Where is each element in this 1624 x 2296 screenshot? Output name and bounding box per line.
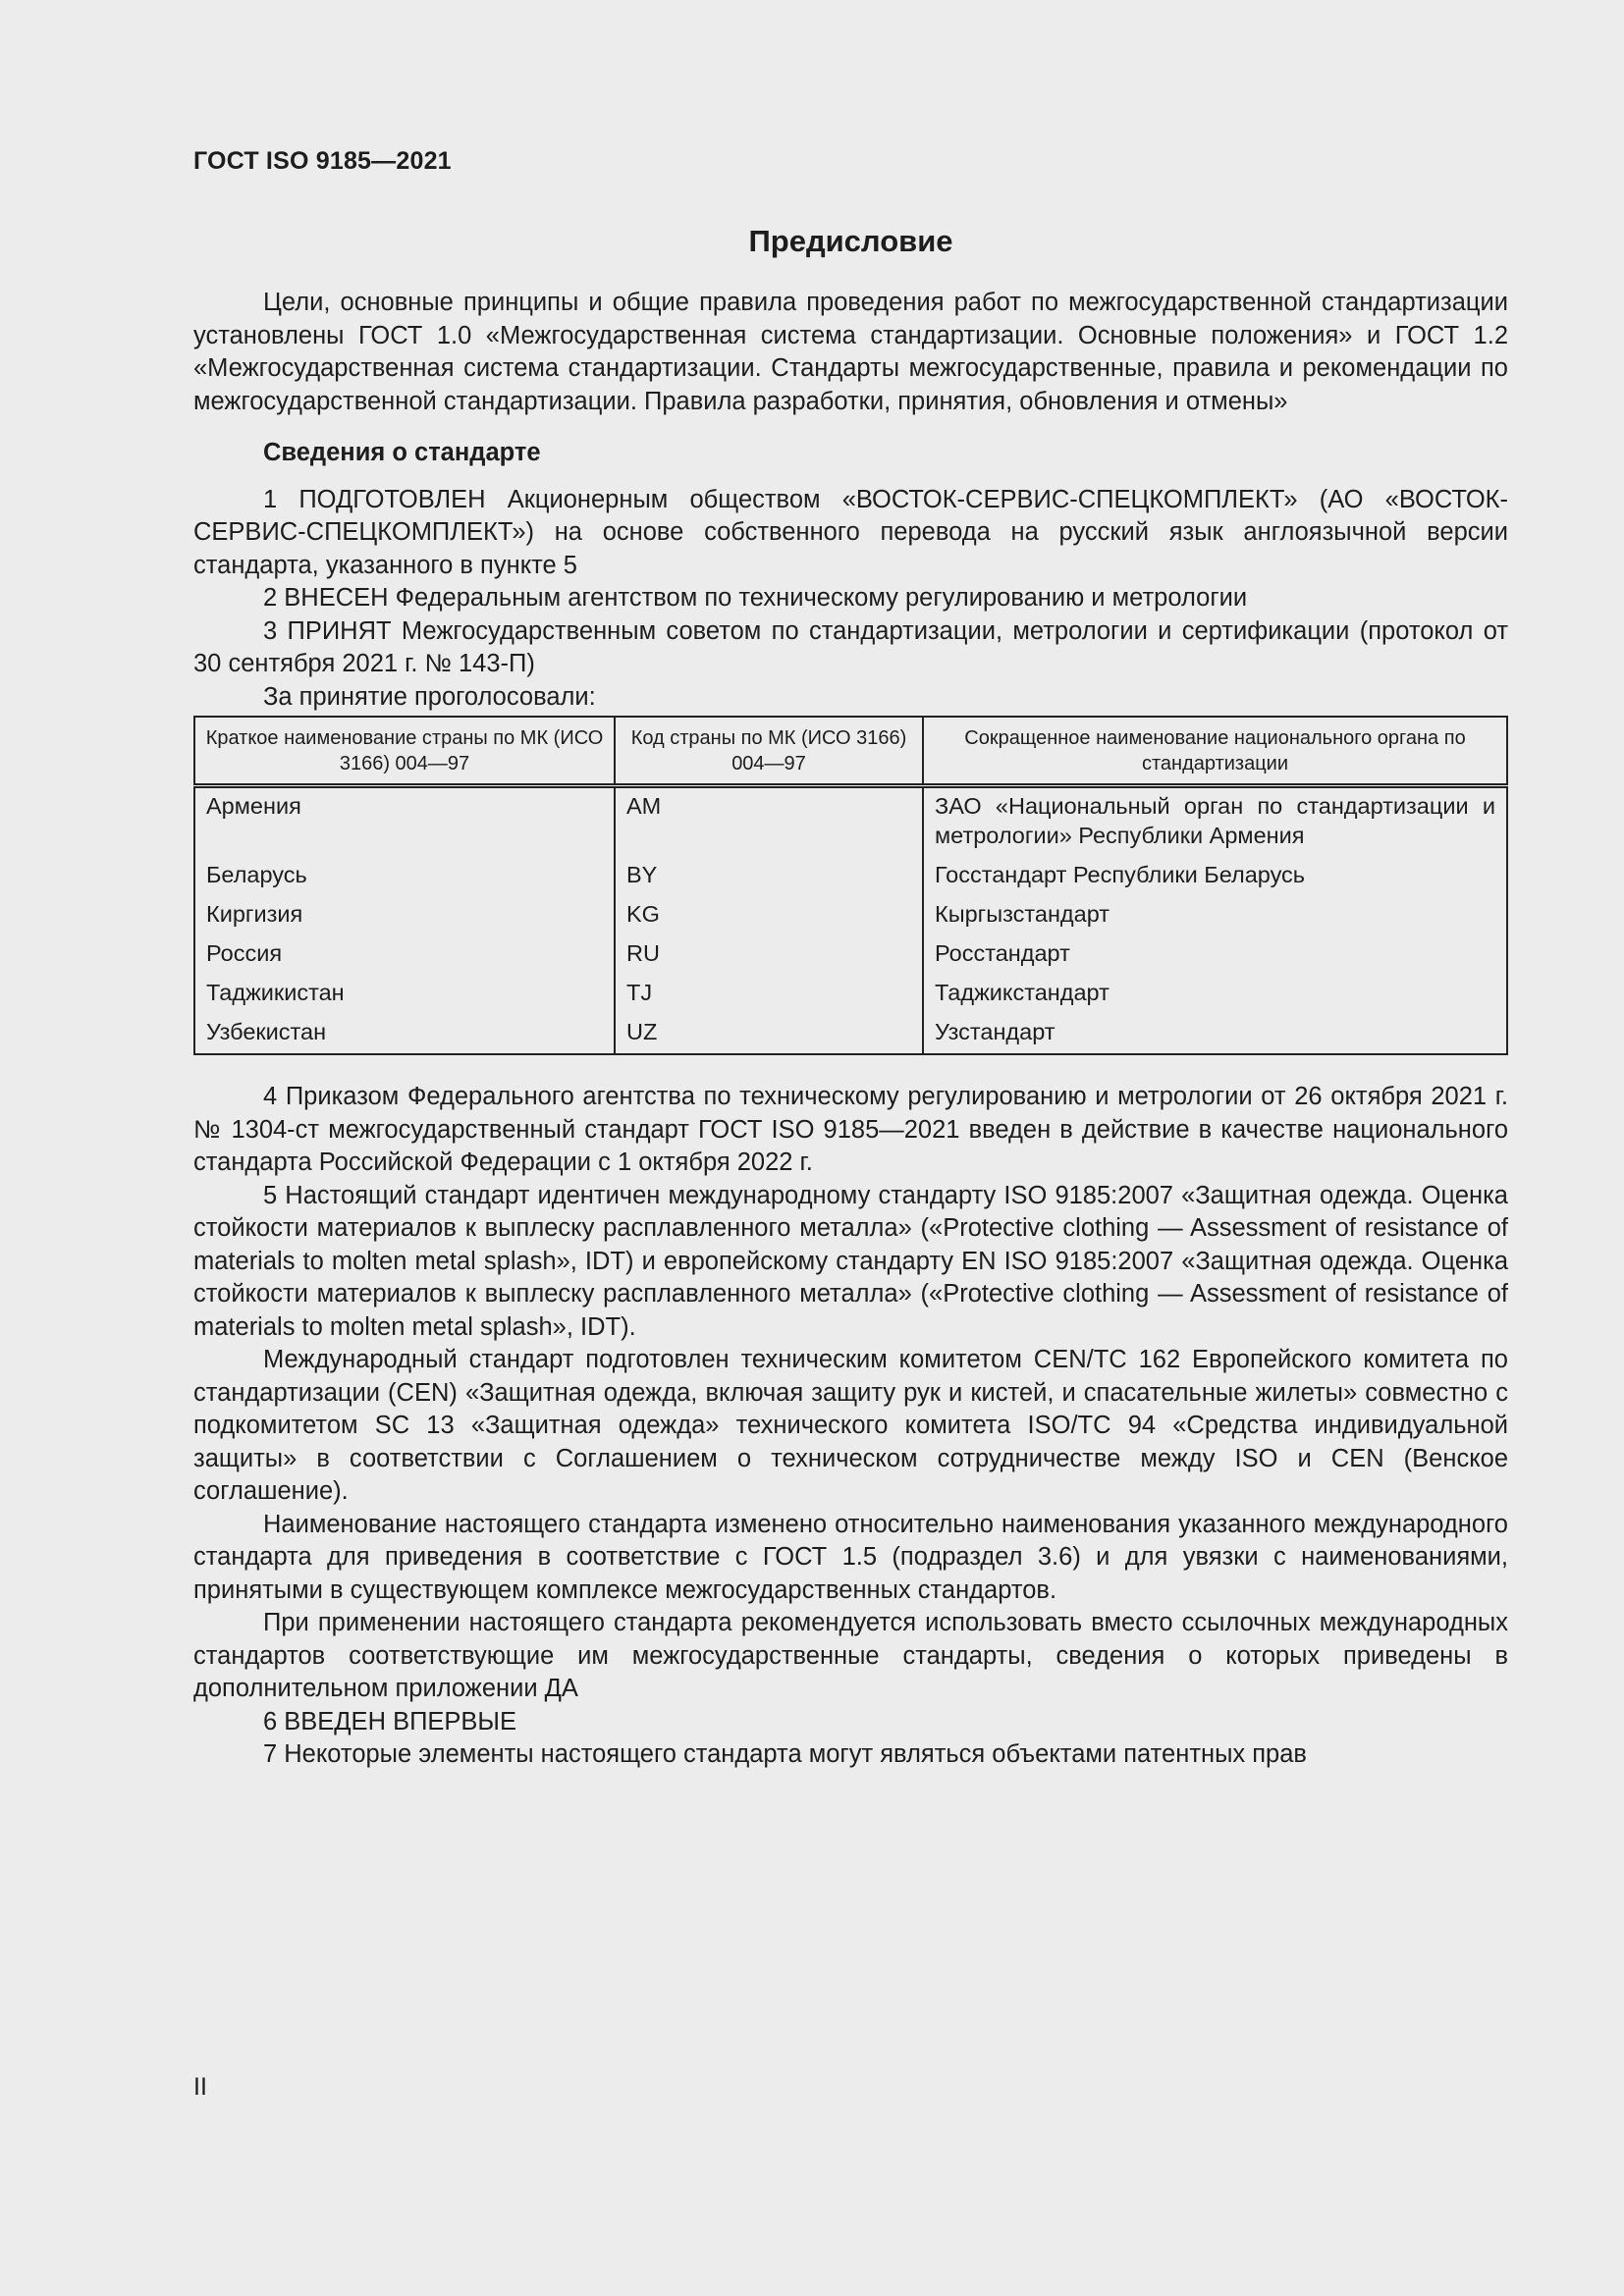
cell-code: RU bbox=[615, 935, 923, 975]
cell-org: ЗАО «Национальный орган по стандартизации и метрологии» Республики Армения bbox=[923, 786, 1507, 858]
table-row bbox=[194, 896, 1507, 935]
table-header-row bbox=[194, 717, 1507, 786]
document-body bbox=[193, 287, 1508, 1772]
page-title: Предисловие bbox=[748, 224, 953, 258]
cell-code: BY bbox=[615, 857, 923, 896]
paragraph-2: 2 ВНЕСЕН Федеральным агентством по техническому регулированию и метрологии bbox=[263, 584, 1248, 612]
paragraph-1: 1 ПОДГОТОВЛЕН Акционерным обществом «ВОСТОК-СЕРВИС-СПЕЦКОМПЛЕКТ» (АО «ВОСТОК-СЕРВИС-СПЕЦКОМПЛЕКТ») на основе собственного перевода на русский язык англоязычной версии стандарта, указанного в пункте 5 bbox=[193, 485, 1508, 579]
cell-org: Кыргызстандарт bbox=[923, 896, 1507, 935]
paragraph-5: 5 Настоящий стандарт идентичен международному стандарту ISO 9185:2007 «Защитная одежда. Оценка стойкости материалов к выплеску расплавленного металла» («Protective clothing — Assessment of resistance of materials to molten metal splash», IDT) и европейскому стандарту EN ISO 9185:2007 «Защитная одежда. Оценка стойкости материалов к выплеску расплавленного металла» («Protective clothing — Assessment of resistance of materials to molten metal splash», IDT). bbox=[193, 1181, 1508, 1341]
intro-paragraph: Цели, основные принципы и общие правила проведения работ по межгосударственной стандартизации установлены ГОСТ 1.0 «Межгосударственная система стандартизации. Основные положения» и ГОСТ 1.2 «Межгосударственная система стандартизации. Стандарты межгосударственные, правила и рекомендации по межгосударственной стандартизации. Правила разработки, принятия, обновления и отмены» bbox=[193, 289, 1508, 415]
cell-country: Киргизия bbox=[194, 896, 615, 935]
cell-org: Узстандарт bbox=[923, 1014, 1507, 1054]
voting-table-wrapper bbox=[193, 716, 1508, 1055]
header-code: Код страны по МК (ИСО 3166) 004—97 bbox=[615, 717, 923, 786]
document-page bbox=[193, 0, 1508, 2296]
cell-org: Таджикстандарт bbox=[923, 975, 1507, 1014]
vote-intro: За принятие проголосовали: bbox=[263, 682, 596, 711]
table-row bbox=[194, 1014, 1507, 1054]
cell-country: Беларусь bbox=[194, 857, 615, 896]
header-country: Краткое наименование страны по МК (ИСО 3166) 004—97 bbox=[194, 717, 615, 786]
paragraph-5-name-change: Наименование настоящего стандарта изменено относительно наименования указанного международного стандарта для приведения в соответствие с ГОСТ 1.5 (подраздел 3.6) и для увязки с наименованиями, принятыми в существующем комплексе межгосударственных стандартов. bbox=[193, 1510, 1508, 1604]
cell-code: AM bbox=[615, 786, 923, 858]
header-org: Сокращенное наименование национального органа по стандартизации bbox=[923, 717, 1507, 786]
paragraph-4: 4 Приказом Федерального агентства по техническому регулированию и метрологии от 26 октября 2021 г. № 1304-ст межгосударственный стандарт ГОСТ ISO 9185—2021 введен в действие в качестве национального стандарта Российской Федерации с 1 октября 2022 г. bbox=[193, 1083, 1508, 1176]
table-row bbox=[194, 786, 1507, 858]
table-row bbox=[194, 857, 1507, 896]
table-row bbox=[194, 935, 1507, 975]
cell-code: KG bbox=[615, 896, 923, 935]
paragraph-5-international: Международный стандарт подготовлен техническим комитетом CEN/TC 162 Европейского комитета по стандартизации (CEN) «Защитная одежда, включая защиту рук и кистей, и спасательные жилеты» совместно с подкомитетом SC 13 «Защитная одежда» технического комитета ISO/TC 94 «Средства индивидуальной защиты» в соответствии с Соглашением о техническом сотрудничестве между ISO и CEN (Венское соглашение). bbox=[193, 1346, 1508, 1505]
cell-code: UZ bbox=[615, 1014, 923, 1054]
cell-code: TJ bbox=[615, 975, 923, 1014]
cell-country: Россия bbox=[194, 935, 615, 975]
cell-org: Госстандарт Республики Беларусь bbox=[923, 857, 1507, 896]
voting-table bbox=[193, 716, 1508, 1055]
document-code: ГОСТ ISO 9185—2021 bbox=[193, 147, 452, 175]
cell-org: Росстандарт bbox=[923, 935, 1507, 975]
page-number: II bbox=[193, 2073, 207, 2101]
paragraph-6: 6 ВВЕДЕН ВПЕРВЫЕ bbox=[263, 1707, 517, 1735]
paragraph-7: 7 Некоторые элементы настоящего стандарта могут являться объектами патентных прав bbox=[263, 1740, 1307, 1768]
table-row bbox=[194, 975, 1507, 1014]
section-heading: Сведения о стандарте bbox=[263, 439, 541, 466]
paragraph-5-references: При применении настоящего стандарта рекомендуется использовать вместо ссылочных международных стандартов соответствующие им межгосударственные стандарты, сведения о которых приведены в дополнительном приложении ДА bbox=[193, 1609, 1508, 1702]
paragraph-3: 3 ПРИНЯТ Межгосударственным советом по стандартизации, метрологии и сертификации (протокол от 30 сентября 2021 г. № 143-П) bbox=[193, 616, 1508, 677]
cell-country: Таджикистан bbox=[194, 975, 615, 1014]
cell-country: Узбекистан bbox=[194, 1014, 615, 1054]
cell-country: Армения bbox=[194, 786, 615, 858]
